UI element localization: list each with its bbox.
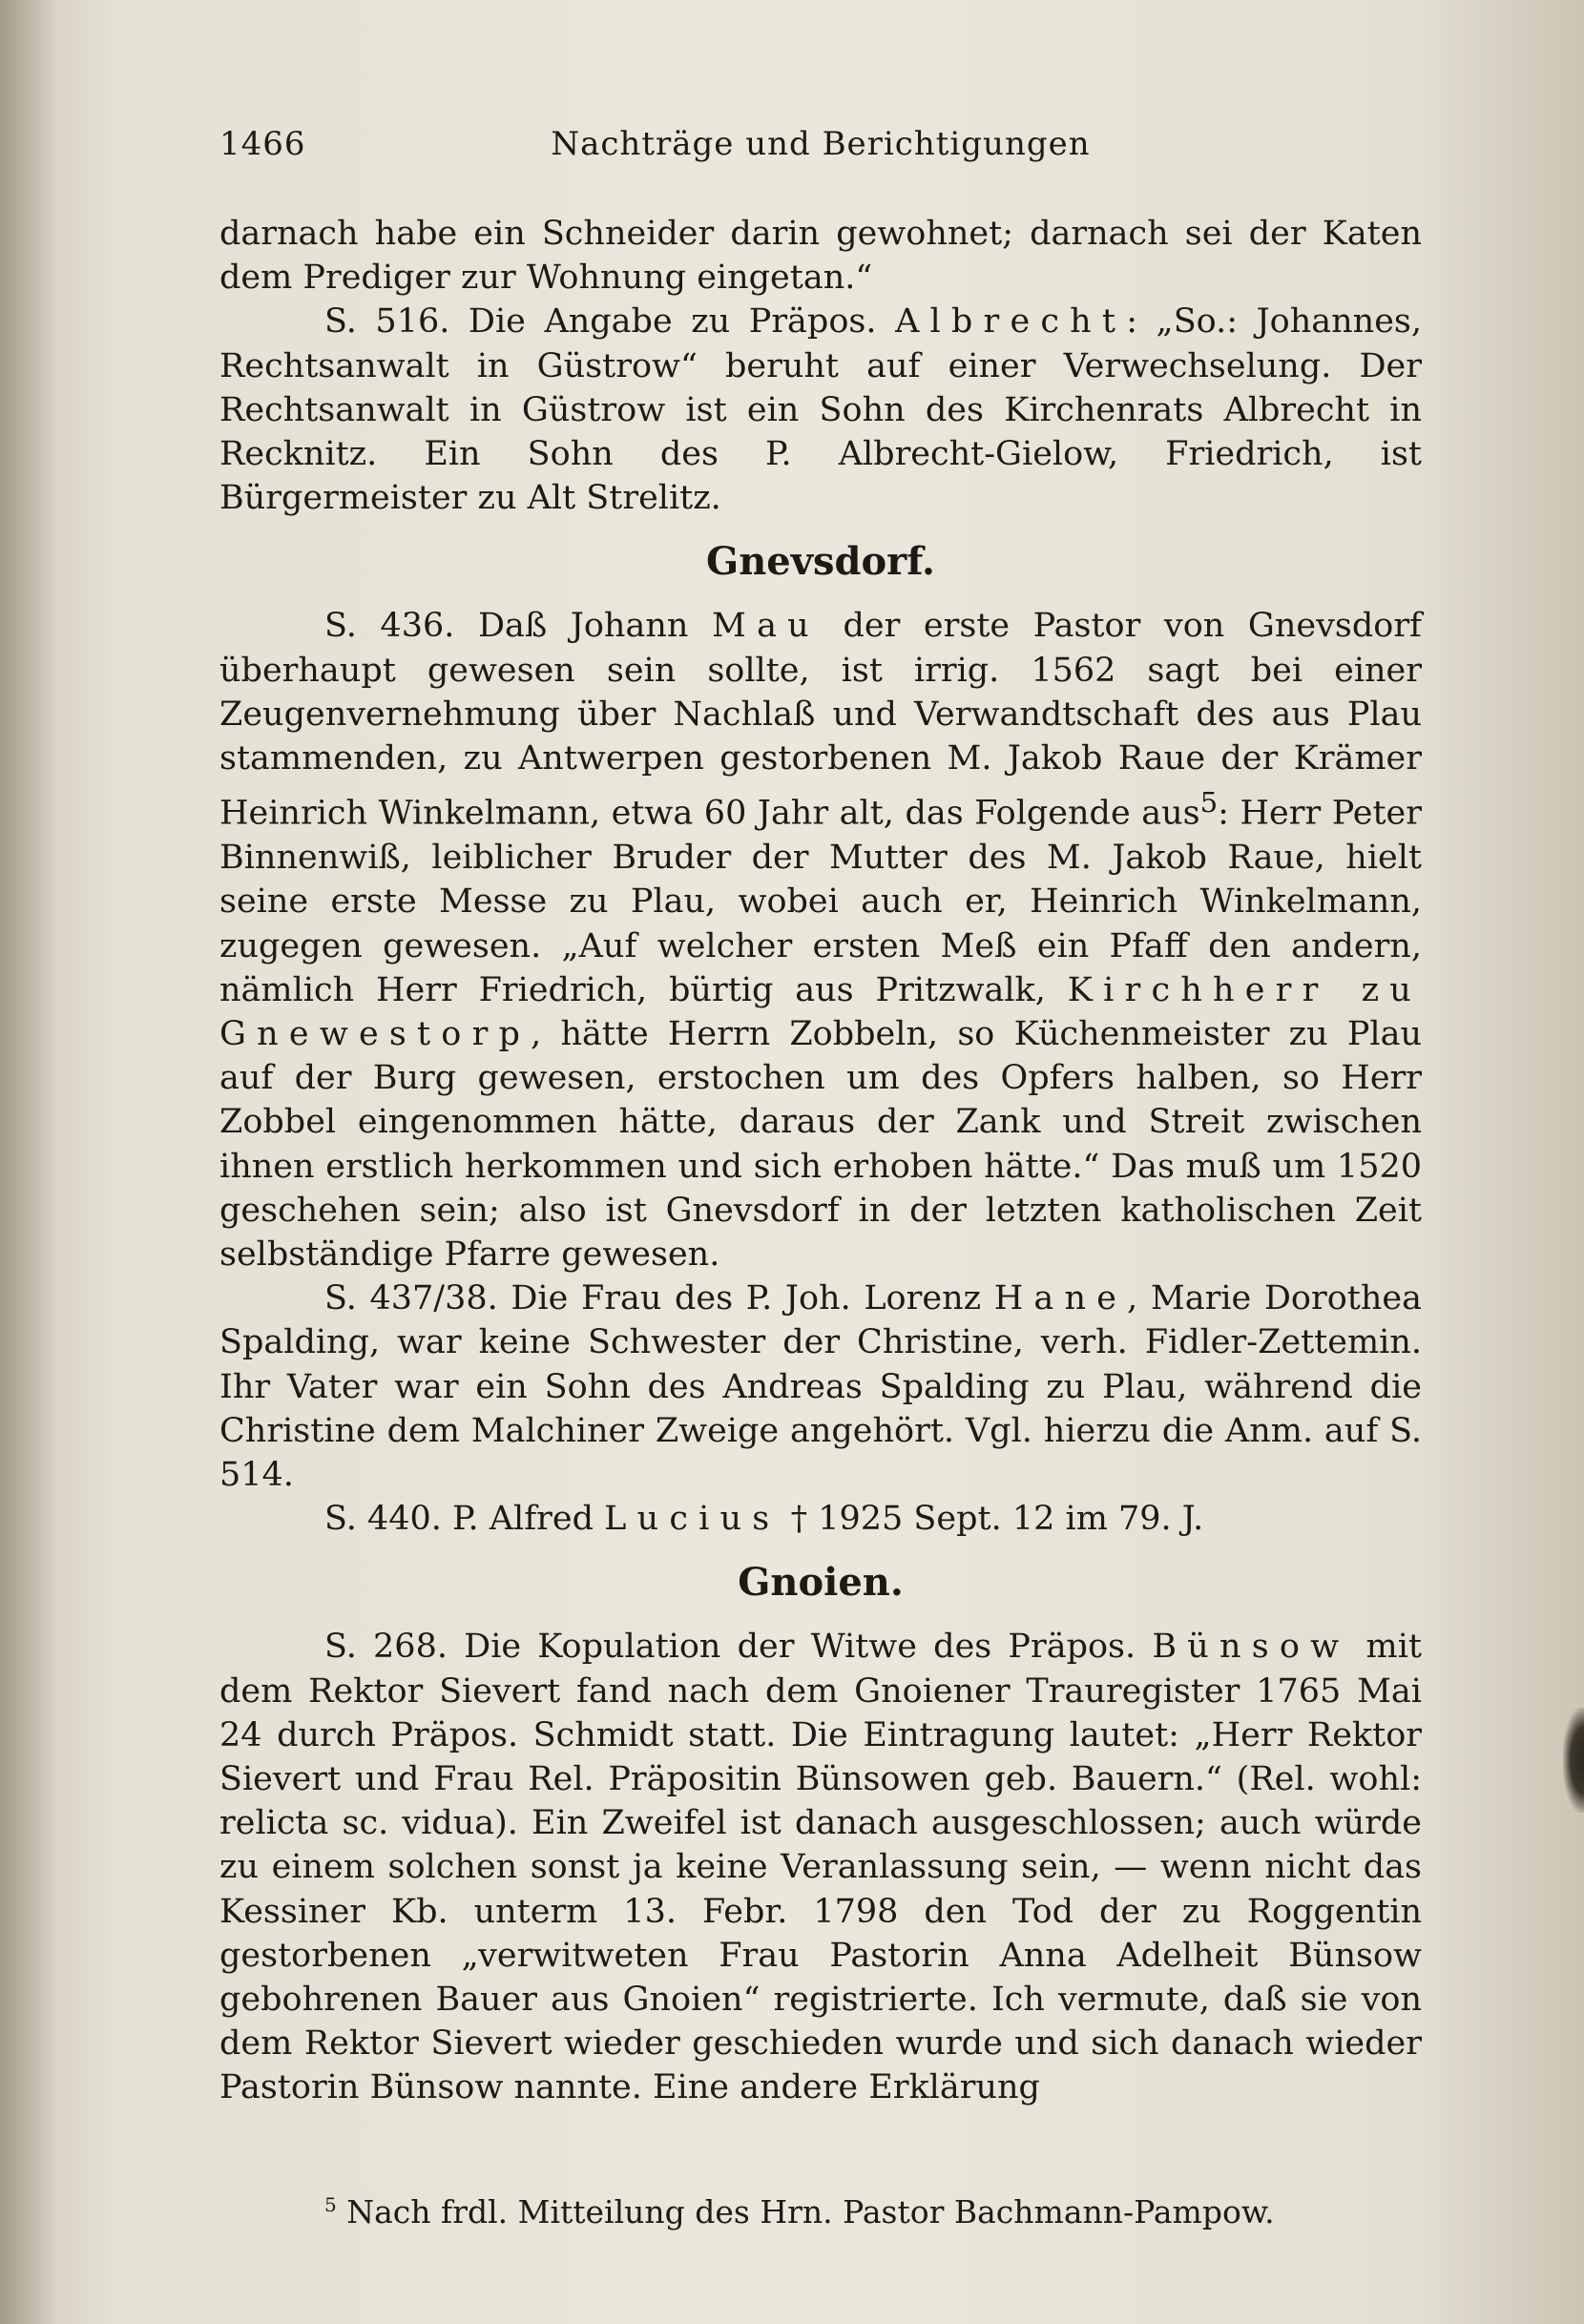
spaced-name: Lucius [604,1500,781,1539]
spaced-name: Albrecht [895,302,1127,342]
section-heading-gnoien: Gnoien. [738,1560,904,1606]
text-segment: , hätte Herrn Zobbeln, so Küchenmeister zu Plau auf der Burg gewesen, erstochen um des Opfers halben, so Herr Zobbel eingenommen hätte, daraus der Zank und Streit zwischen ihnen erstlich herkommen und sich erhoben hätte.“ Das muß um 1520 geschehen sein; also ist Gnevsdorf in der letzten katholischen Zeit selbständige Pfarre gewesen. [219,1014,1422,1274]
footnotes [219,2192,1422,2232]
running-title: Nachträge und Berichtigungen [551,125,1091,163]
text-segment: mit dem Rektor Sievert fand nach dem Gnoiener Trauregister 1765 Mai 24 durch Präpos. Schmidt statt. Die Eintragung lautet: „Herr Rektor Sievert und Frau Rel. Präpositin Bünsowen geb. Bauern.“ (Rel. wohl: relicta sc. vidua). Ein Zweifel ist danach ausgeschlossen; auch würde zu einem solchen sonst ja keine Veranlassung sein, — wenn nicht das Kessiner Kb. unterm 13. Febr. 1798 den Tod der zu Roggentin gestorbenen „verwitweten Frau Pastorin Anna Adelheit Bünsow gebohrenen Bauer aus Gnoien“ registrierte. Ich vermute, daß sie von dem Rektor Sievert wieder geschieden wurde und sich danach wieder Pastorin Bünsow nannte. Eine andere Erklärung [219,1628,1422,2107]
text-segment: S. 437/38. Die Frau des P. Joh. Lorenz [324,1279,982,1318]
text-segment: † 1925 Sept. 12 im 79. J. [790,1500,1204,1539]
text-segment: S. 440. P. Alfred [324,1500,594,1539]
page-edge-mark [1563,1708,1584,1813]
spaced-name: Mau [712,607,820,646]
text-segment: S. 268. Die Kopulation der Witwe des Präpos. [324,1628,1136,1667]
spaced-name: Bünsow [1152,1628,1350,1667]
text-segment: der erste Pastor von Gnevsdorf überhaupt gewesen sein sollte, ist irrig. 1562 sagt bei einer Zeugenvernehmung über Nachlaß und Verwandtschaft des aus Plau stammenden, zu Antwerpen gestorbenen M. Jakob Raue der Krämer Heinrich Winkelmann, etwa 60 Jahr alt, das Folgende aus [219,607,1423,833]
spaced-name: Hane [993,1279,1128,1318]
text-segment: S. 516. Die Angabe zu Präpos. [324,302,877,342]
page-header [219,113,1422,166]
page-number: 1466 [219,125,306,163]
footnote-reference: 5 [1199,786,1219,820]
text-segment: S. 436. Daß Johann [324,607,689,646]
page-content [219,113,1422,2232]
footnote-mark: 5 [324,2192,337,2216]
text-segment: : Herr Peter Binnenwiß, leiblicher Bruder der Mutter des M. Jakob Raue, hielt seine erste Messe zu Plau, wobei auch er, Heinrich Winkelmann, zugegen gewesen. „Auf welcher ersten Meß ein Pfaff den andern, nämlich Herr Friedrich, bürtig aus Pritzwalk, [219,794,1422,1009]
paragraph-albrecht [219,300,1422,520]
paragraph-gnoien-1 [219,1625,1422,2109]
paragraph-continuation: darnach habe ein Schneider darin gewohnet; darnach sei der Katen dem Prediger zur Wohnung eingetan.“ [219,215,1422,298]
paragraph-gnevsdorf-2 [219,1276,1422,1497]
footnote-text: Nach frdl. Mitteilung des Hrn. Pastor Bachmann-Pampow. [346,2192,1275,2231]
spaced-name: Kirchherr zu Gnewestorp [219,970,1422,1053]
paragraph-gnevsdorf-1 [219,604,1422,1276]
spine-shadow [0,0,57,2324]
text-segment: , Marie Dorothea Spalding, war keine Schwester der Christine, verh. Fidler-Zettemin. Ihr Vater war ein Sohn des Andreas Spalding zu Plau, während die Christine dem Malchiner Zweige angehört. Vgl. hierzu die Anm. auf S. 514. [219,1279,1422,1494]
text-segment: : „So.: Johannes, Rechtsanwalt in Güstrow“ beruht auf einer Verwechselung. Der Rechtsanwalt in Güstrow ist ein Sohn des Kirchenrats Albrecht in Recknitz. Ein Sohn des P. Albrecht-Gielow, Friedrich, ist Bürgermeister zu Alt Strelitz. [219,302,1423,518]
section-heading-gnevsdorf: Gnevsdorf. [706,539,935,585]
paragraph-gnevsdorf-3 [219,1497,1422,1541]
footnote [219,2192,1422,2232]
